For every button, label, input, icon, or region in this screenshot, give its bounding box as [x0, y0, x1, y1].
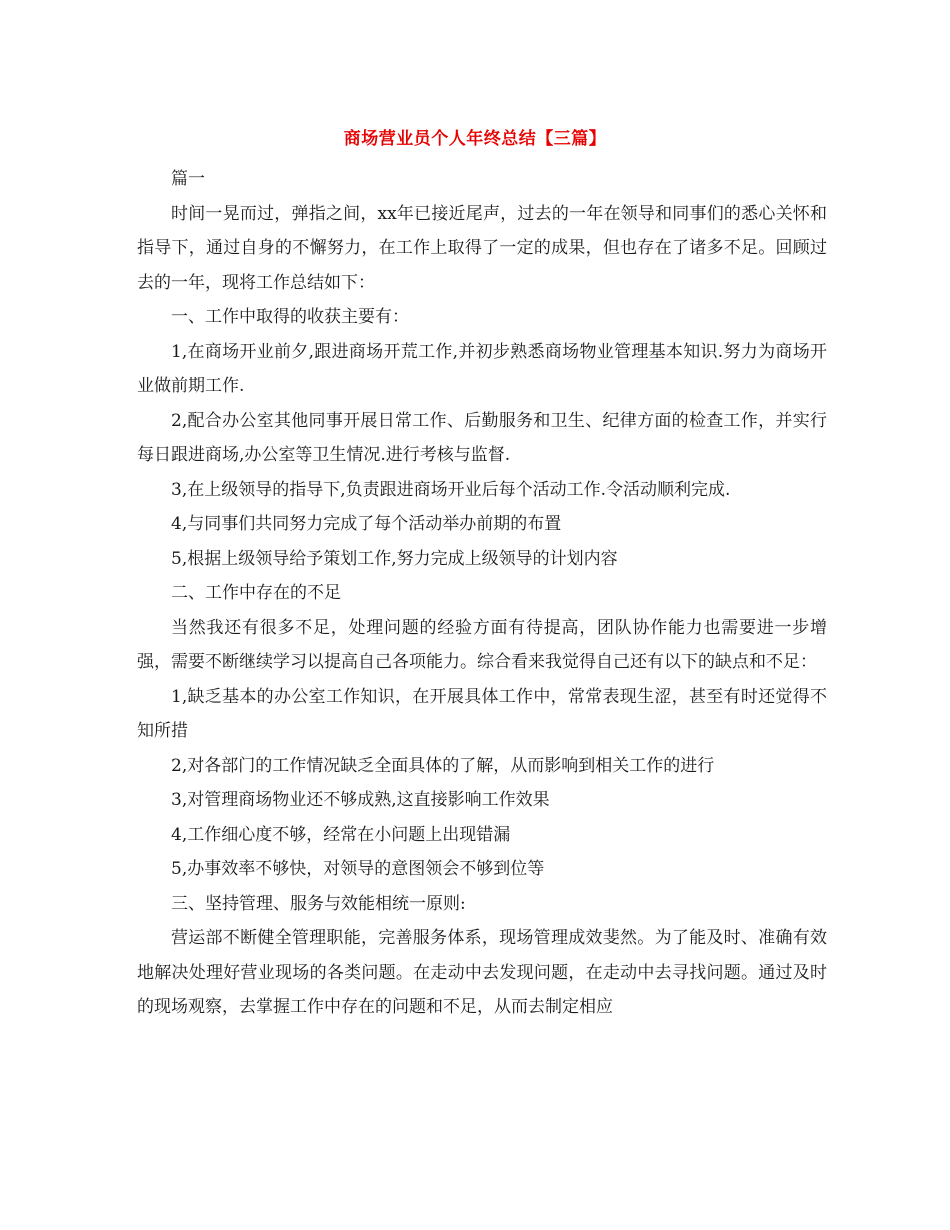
- document-title: 商场营业员个人年终总结【三篇】: [343, 129, 607, 149]
- list-item-gain-2: 2,配合办公室其他同事开展日常工作、后勤服务和卫生、纪律方面的检查工作，并实行每日跟进商场,办公室等卫生情况.进行考核与监督.: [137, 410, 827, 465]
- section-heading-shortcomings: 二、工作中存在的不足: [171, 583, 341, 603]
- list-item-shortcoming-4: 4,工作细心度不够，经常在小问题上出现错漏: [171, 824, 511, 845]
- list-item-gain-1: 1,在商场开业前夕,跟进商场开荒工作,并初步熟悉商场物业管理基本知识.努力为商场开业做前期工作.: [137, 341, 827, 396]
- paragraph-principle: 营运部不断健全管理职能，完善服务体系，现场管理成效斐然。为了能及时、准确有效地解决处理好营业现场的各类问题。在走动中去发现问题，在走动中去寻找问题。通过及时的现场观察，去掌握工作中存在的问题和不足，从而去制定相应: [137, 928, 827, 1017]
- list-item-shortcoming-2: 2,对各部门的工作情况缺乏全面具体的了解，从而影响到相关工作的进行: [171, 755, 715, 776]
- list-item-shortcoming-3: 3,对管理商场物业还不够成熟,这直接影响工作效果: [171, 790, 550, 810]
- section-heading-part-one: 篇一: [171, 169, 205, 189]
- section-heading-principle: 三、坚持管理、服务与效能相统一原则:: [171, 893, 466, 914]
- list-item-gain-3: 3,在上级领导的指导下,负责跟进商场开业后每个活动工作.令活动顺利完成.: [171, 479, 731, 500]
- document-body: [137, 162, 827, 1025]
- paragraph-shortcomings: 当然我还有很多不足，处理问题的经验方面有待提高，团队协作能力也需要进一步增强，需要不断继续学习以提高自己各项能力。综合看来我觉得自己还有以下的缺点和不足：: [137, 617, 827, 672]
- list-item-gain-4: 4,与同事们共同努力完成了每个活动举办前期的布置: [171, 514, 562, 534]
- list-item-shortcoming-5: 5,办事效率不够快，对领导的意图领会不够到位等: [171, 859, 545, 879]
- list-item-gain-5: 5,根据上级领导给予策划工作,努力完成上级领导的计划内容: [171, 548, 618, 569]
- section-heading-gains: 一、工作中取得的收获主要有：: [171, 307, 409, 327]
- paragraph-intro: 时间一晃而过，弹指之间，xx年已接近尾声，过去的一年在领导和同事们的悉心关怀和指导下，通过自身的不懈努力，在工作上取得了一定的成果，但也存在了诸多不足。回顾过去的一年，现将工作总结如下：: [137, 203, 827, 293]
- list-item-shortcoming-1: 1,缺乏基本的办公室工作知识，在开展具体工作中，常常表现生涩，甚至有时还觉得不知所措: [137, 686, 827, 741]
